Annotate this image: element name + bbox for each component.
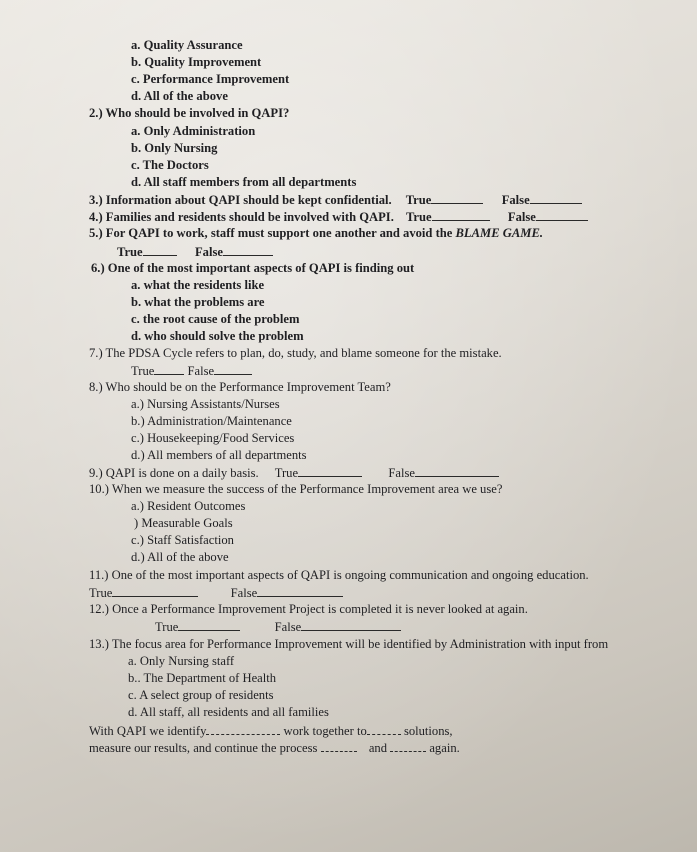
fill-blank-4[interactable]	[390, 740, 426, 752]
q3-false-blank[interactable]	[530, 192, 582, 204]
q12-true-blank[interactable]	[178, 619, 240, 631]
q5-true-blank[interactable]	[143, 244, 177, 256]
q11-false-blank[interactable]	[257, 585, 343, 597]
q4-false-blank[interactable]	[536, 209, 588, 221]
q11-question: 11.) One of the most important aspects of QAPI is ongoing communication and ongoing education.	[89, 568, 589, 582]
q9-false-blank[interactable]	[415, 465, 499, 477]
q9-true-label: True	[274, 466, 299, 480]
q5-true-label: True	[117, 245, 143, 259]
q5-answer-line	[117, 244, 273, 260]
q11-true-label: True	[89, 586, 113, 600]
q2-question: 2.) Who should be involved in QAPI?	[89, 106, 290, 120]
q10-question: 10.) When we measure the success of the Performance Improvement area we use?	[89, 482, 503, 496]
fill-line-2-part-b: and	[368, 741, 388, 755]
fill-line-1-part-b: work together to	[283, 724, 367, 738]
fill-blank-2[interactable]	[367, 723, 401, 735]
q3-true-blank[interactable]	[431, 192, 483, 204]
q13-option-d: d. All staff, all residents and all families	[128, 705, 329, 719]
q9-true-blank[interactable]	[298, 465, 362, 477]
q12-false-label: False	[274, 620, 302, 634]
fill-line-2	[89, 740, 460, 756]
q3-true-label: True	[405, 193, 432, 207]
q2-option-b: b. Only Nursing	[131, 141, 218, 155]
q5-question-text: 5.) For QAPI to work, staff must support one another and avoid the	[89, 226, 456, 240]
q10-option-d: d.) All of the above	[131, 550, 229, 564]
q5-false-label: False	[194, 245, 223, 259]
q2-option-d: d. All staff members from all departments	[131, 175, 357, 189]
q9-false-label: False	[388, 466, 415, 480]
q1-option-c: c. Performance Improvement	[131, 72, 290, 86]
q9-question: 9.) QAPI is done on a daily basis.	[89, 466, 259, 480]
q12-question: 12.) Once a Performance Improvement Project is completed it is never looked at again.	[89, 602, 528, 616]
q12-true-label: True	[155, 620, 179, 634]
q2-option-c: c. The Doctors	[131, 158, 209, 172]
fill-line-1	[89, 723, 453, 739]
q7-question: 7.) The PDSA Cycle refers to plan, do, study, and blame someone for the mistake.	[89, 346, 502, 360]
q1-option-b: b. Quality Improvement	[131, 55, 262, 69]
q5-question	[89, 226, 543, 241]
q8-question: 8.) Who should be on the Performance Improvement Team?	[89, 380, 391, 394]
q8-option-b: b.) Administration/Maintenance	[131, 414, 292, 428]
q7-false-label: False	[187, 364, 215, 378]
q13-question: 13.) The focus area for Performance Improvement will be identified by Administration with input from	[89, 637, 609, 651]
q6-option-b: b. what the problems are	[131, 295, 265, 309]
q4-line	[89, 209, 588, 225]
q5-question-emphasis: BLAME GAME.	[455, 226, 544, 240]
q11-answer-line	[89, 585, 343, 601]
q8-option-c: c.) Housekeeping/Food Services	[131, 431, 295, 445]
fill-line-2-part-a: measure our results, and continue the process	[89, 741, 318, 755]
q7-true-label: True	[131, 364, 155, 378]
q8-option-d: d.) All members of all departments	[131, 448, 307, 462]
q2-option-a: a. Only Administration	[131, 124, 256, 138]
q4-question: 4.) Families and residents should be involved with QAPI.	[89, 210, 394, 224]
q6-question: 6.) One of the most important aspects of QAPI is finding out	[91, 261, 415, 275]
fill-line-1-part-a: With QAPI we identify	[89, 724, 207, 738]
q4-true-blank[interactable]	[432, 209, 490, 221]
q10-option-c: c.) Staff Satisfaction	[131, 533, 234, 547]
q5-false-blank[interactable]	[223, 244, 273, 256]
fill-line-2-part-c: again.	[429, 741, 460, 755]
q12-false-blank[interactable]	[301, 619, 401, 631]
q4-true-label: True	[405, 210, 432, 224]
q11-false-label: False	[230, 586, 258, 600]
q13-option-b: b.. The Department of Health	[128, 671, 277, 685]
q13-option-c: c. A select group of residents	[128, 688, 274, 702]
q3-question: 3.) Information about QAPI should be kept confidential.	[89, 193, 392, 207]
q12-answer-line	[155, 619, 401, 635]
q6-option-c: c. the root cause of the problem	[131, 312, 300, 326]
fill-line-1-part-c: solutions,	[403, 724, 453, 738]
q7-false-blank[interactable]	[214, 363, 252, 375]
fill-blank-1[interactable]	[206, 723, 280, 735]
q1-option-d: d. All of the above	[131, 89, 228, 103]
q7-answer-line	[131, 363, 252, 379]
q9-line	[89, 465, 499, 481]
q4-false-label: False	[507, 210, 536, 224]
q10-option-b: ) Measurable Goals	[134, 516, 233, 530]
q3-false-label: False	[501, 193, 530, 207]
q10-option-a: a.) Resident Outcomes	[131, 499, 246, 513]
q8-option-a: a.) Nursing Assistants/Nurses	[131, 397, 280, 411]
q6-option-d: d. who should solve the problem	[131, 329, 304, 343]
q3-line	[89, 192, 582, 208]
q7-true-blank[interactable]	[154, 363, 184, 375]
q13-option-a: a. Only Nursing staff	[128, 654, 235, 668]
q1-option-a: a. Quality Assurance	[131, 38, 243, 52]
q11-true-blank[interactable]	[112, 585, 198, 597]
fill-blank-3[interactable]	[321, 740, 357, 752]
q6-option-a: a. what the residents like	[131, 278, 265, 292]
